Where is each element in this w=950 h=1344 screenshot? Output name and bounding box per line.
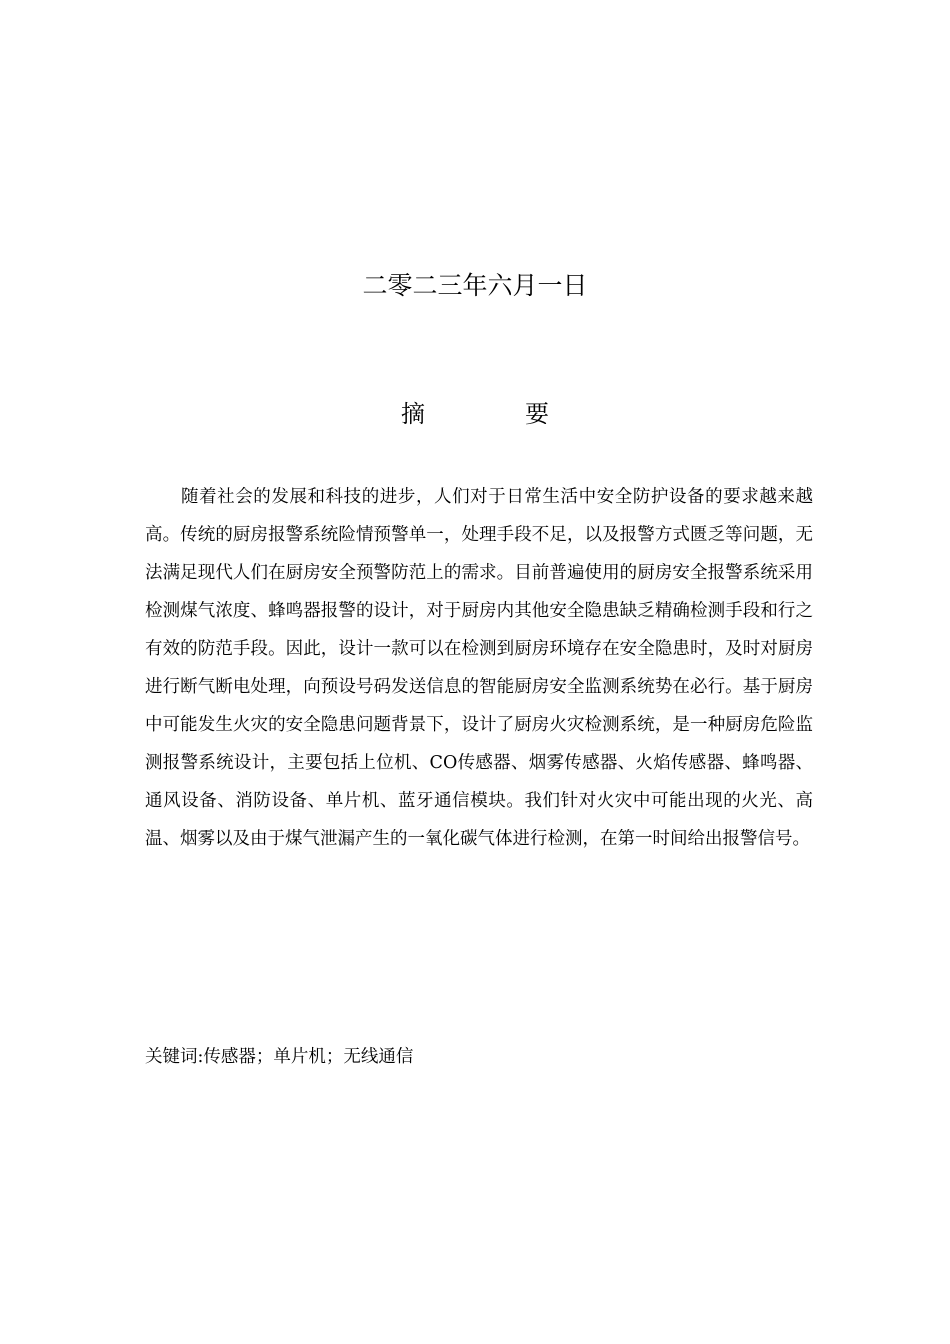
keywords-separator: : xyxy=(197,1047,204,1067)
abstract-paragraph: 随着社会的发展和科技的进步，人们对于日常生活中安全防护设备的要求越来越高。传统的厨房报警系统险情预警单一，处理手段不足，以及报警方式匮乏等问题，无法满足现代人们在厨房安全预警防范上的需求。目前普遍使用的厨房安全报警系统采用检测煤气浓度、蜂鸣器报警的设计，对于厨房内其他安全隐患缺乏精确检测手段和行之有效的防范手段。因此，设计一款可以在检测到厨房环境存在安全隐患时，及时对厨房进行断气断电处理，向预设号码发送信息的智能厨房安全监测系统势在必行。基于厨房中可能发生火灾的安全隐患问题背景下，设计了厨房火灾检测系统，是一种厨房危险监测报警系统设计，主要包括上位机、CO传感器、烟雾传感器、火焰传感器、蜂鸣器、通风设备、消防设备、单片机、蓝牙通信模块。我们针对火灾中可能出现的火光、高温、烟雾以及由于煤气泄漏产生的一氧化碳气体进行检测，在第一时间给出报警信号。 xyxy=(145,487,813,849)
document-date: 二零二三年六月一日 xyxy=(362,271,588,300)
keywords-value: 传感器；单片机；无线通信 xyxy=(203,1047,414,1067)
keywords-line xyxy=(145,1044,813,1070)
abstract-heading: 摘 要 xyxy=(401,400,587,428)
keywords-label: 关键词 xyxy=(145,1047,198,1067)
